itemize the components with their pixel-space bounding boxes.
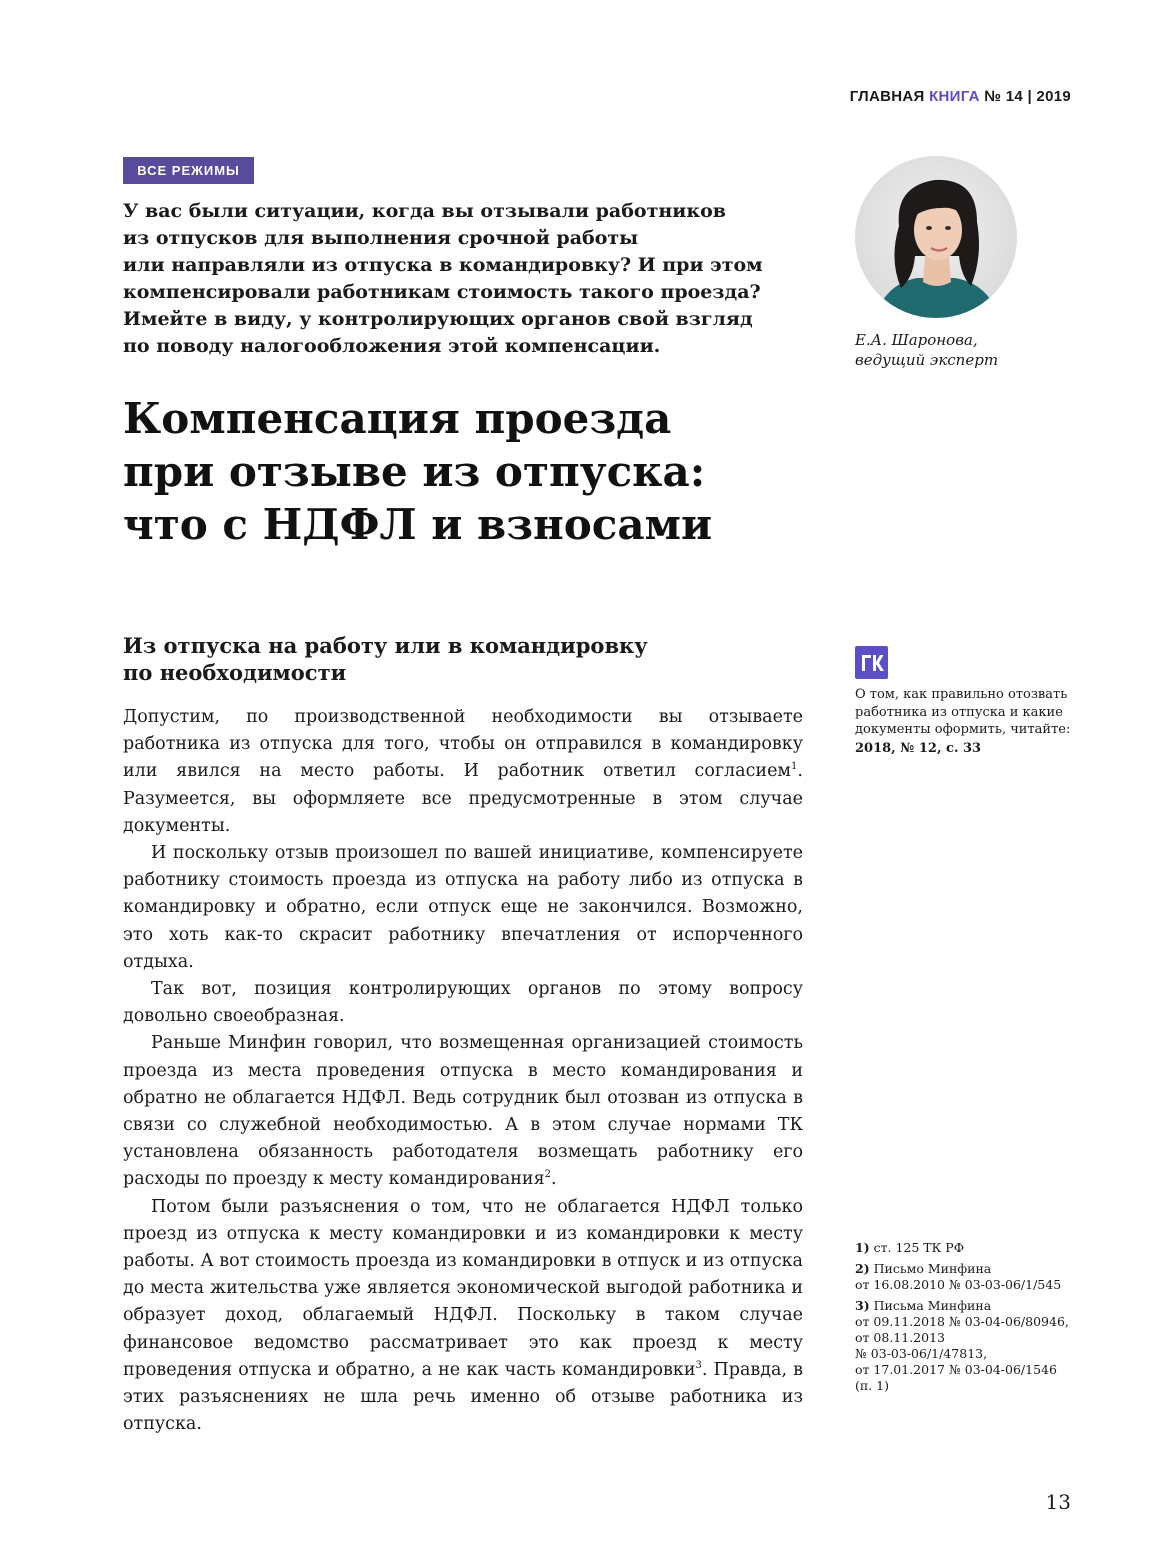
author-portrait [855,156,1017,318]
note-reference-link[interactable]: 2018, № 12, с. 33 [855,740,982,756]
lead-paragraph [123,198,803,360]
footnote-text: от 08.11.2013 [855,1330,945,1345]
footnote-ref-3[interactable]: 3 [695,1360,702,1372]
category-tag: ВСЕ РЕЖИМЫ [123,157,254,184]
title-line: что с НДФЛ и взносами [123,500,713,549]
body-text: Допустим, по производственной необходимости вы отзываете работника из отпуска для того, чтобы он отправился в командировку или явился на место работы. И работник ответил согласием [123,707,803,782]
footnote-text: № 03-03-06/1/47813, [855,1346,988,1361]
note-line: О том, как правильно отозвать [855,687,1068,702]
body-paragraph: Так вот, позиция контролирующих органов по этому вопросу довольно своеобразная. [123,979,803,1027]
brand-name-part2: КНИГА [929,88,980,105]
article-title [123,392,843,551]
body-text: Потом были разъяснения о том, что не облагается НДФЛ только проезд из отпуска к месту командировки и из командировки к месту работы. А вот стоимость проезда из командировки в отпуск и из отпуска до места жительства уже является экономической выгодой работника и образует доход, облагаемый НДФЛ. Поскольку в таком случае финансовое ведомство рассматривает это как проезд к месту проведения отпуска и обратно, а не как часть командировки [123,1196,803,1380]
page-number: 13 [1045,1490,1071,1514]
gk-logo-icon [855,646,888,679]
see-also-note [855,686,1080,757]
body-paragraph [123,704,803,840]
body-text: . [551,1169,557,1190]
author-name: Е.А. Шаронова, [855,331,978,349]
lead-line: или направляли из отпуска в командировку? И при этом [123,254,763,276]
footnote-text: от 16.08.2010 № 03-03-06/1/545 [855,1277,1062,1292]
footnote-number: 3) [855,1298,870,1313]
lead-line: Имейте в виду, у контролирующих органов свой взгляд [123,308,753,330]
footnotes [855,1240,1080,1399]
gk-logo-glyph [855,646,888,679]
lead-line: У вас были ситуации, когда вы отзывали работников [123,200,726,222]
body-text: Раньше Минфин говорил, что возмещенная организацией стоимость проезда из места проведения отпуска в место командирования и обратно не облагается НДФЛ. Ведь сотрудник был отозван из отпуска в связи со служебной необходимостью. А в этом случае нормами ТК установлена обязанность работодателя возмещать работнику его расходы по проезду к месту командирования [123,1033,803,1190]
lead-line: компенсировали работникам стоимость такого проезда? [123,281,761,303]
footnote-text: от 09.11.2018 № 03-04-06/80946, [855,1314,1069,1329]
subhead-line: по необходимости [123,660,347,685]
footnote-ref-1[interactable]: 1 [791,761,798,773]
footnote-text: ст. 125 ТК РФ [873,1240,965,1255]
author-photo-illustration [855,156,1017,318]
title-line: Компенсация проезда [123,394,672,443]
article-body [123,704,803,1438]
footnote-text: (п. 1) [855,1378,889,1393]
section-heading [123,632,763,686]
subhead-line: Из отпуска на работу или в командировку [123,633,648,658]
title-line: при отзыве из отпуска: [123,447,706,496]
footnote-1 [855,1240,1080,1256]
author-role: ведущий эксперт [855,351,999,369]
footnote-number: 1) [855,1240,870,1255]
body-text: . Разумеется, вы оформляете все предусмотренные в этом случае документы. [123,761,803,836]
author-caption [855,330,1075,370]
issue-number: № 14 | 2019 [984,88,1071,105]
body-text: . Правда, в этих разъяснениях не шла речь именно об отзыве работника из отпуска. [123,1359,803,1435]
footnote-text: Письма Минфина [873,1298,992,1313]
footnote-3 [855,1298,1080,1394]
footnote-ref-2[interactable]: 2 [544,1169,552,1181]
brand-name-part1: ГЛАВНАЯ [849,88,925,105]
lead-line: из отпусков для выполнения срочной работы [123,227,639,249]
footnote-text: от 17.01.2017 № 03-04-06/1546 [855,1362,1057,1377]
note-line: работника из отпуска и какие [855,704,1063,720]
body-paragraph: И поскольку отзыв произошел по вашей инициативе, компенсируете работнику стоимость проезда из отпуска на работу либо из отпуска в командировку и обратно, если отпуск еще не закончился. Возможно, это хоть как-то скрасит работнику впечатления от испорченного отдыха. [123,843,803,972]
footnote-text: Письмо Минфина [873,1261,992,1276]
body-paragraph [123,1194,803,1439]
note-line: документы оформить, читайте: [855,722,1071,737]
footnote-2 [855,1261,1080,1293]
footnote-number: 2) [855,1261,870,1276]
body-paragraph [123,1030,803,1193]
lead-line: по поводу налогообложения этой компенсации. [123,335,661,357]
masthead [850,88,1071,105]
